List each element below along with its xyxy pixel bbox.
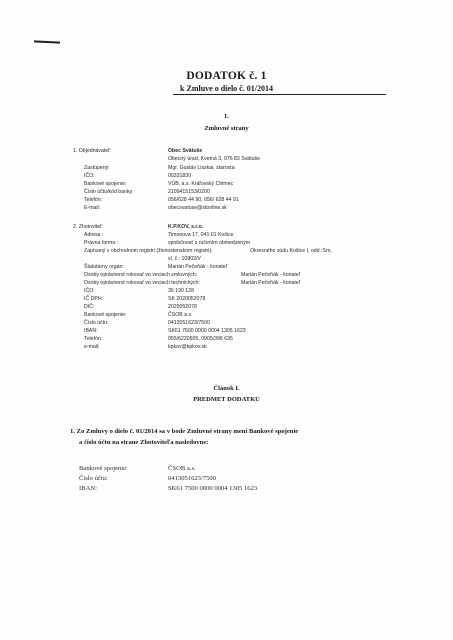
party2-row-label: Telefón: [84, 336, 103, 342]
party2-row-label: Osoby oprávnené rokovať vo veciach technických: [84, 280, 200, 286]
party2-row-label: Zapísaný v obchodnom registri (živnostenskom registri): [84, 248, 213, 254]
party2-row-label: Číslo účtu: [84, 320, 109, 326]
party1-row-label: Číslo účtu/kód banky: [84, 189, 134, 195]
party1-row-label: Zastúpený: [84, 165, 110, 171]
party2-row-label: e-mail: [84, 344, 100, 350]
article-row-value: 0413051623/7500 [168, 475, 216, 482]
party1-row-label: Bankové spojenie: [84, 181, 127, 187]
party1-row-value: 056/628 44 90, 056/ 628 44 91 [168, 197, 239, 203]
party2-row-label: Bankové spojenie: [84, 312, 127, 318]
party2-row-value: spoločnosť s ručením obmedzeným [168, 240, 251, 246]
article-row-label: Bankové spojenie: [79, 465, 128, 472]
party1-row-value: obecsvatuse@stonline.sk [168, 205, 227, 211]
article-row-value: ČSOB a.s. [168, 465, 196, 472]
party1-row-label: IČO: [84, 173, 95, 179]
article-row-label: Číslo účtu: [79, 475, 108, 482]
party2-row-value: ČSOB a.s. [168, 312, 193, 318]
party2-row-value: 0413051623/7500 [168, 320, 210, 326]
article-title: Článok I. [213, 385, 240, 392]
party1-row-label: E-mail: [84, 205, 101, 211]
party2-row-value: kpkov@kpkov.sk [168, 344, 207, 350]
party2-row-label: DIČ: [84, 304, 95, 310]
party1-row-value: 00331830 [168, 173, 192, 179]
article-paragraph-line1: 1. Zo Zmluvy o dielo č. 01/2014 sa v bode Zmluvné strany mení Bankové spojenie [70, 428, 299, 435]
party2-row-value: 055/6220505, 0905/396 635 [168, 336, 233, 342]
party1-label: 1. Objednávateľ: [73, 148, 112, 154]
document-title: DODATOK č. 1 [186, 70, 267, 82]
article-paragraph-line2: a číslo účtu na strane Zhotoviteľa nasledovne: [79, 439, 209, 446]
party2-row-label: Osoby oprávnené rokovať vo veciach zmluvných: [84, 272, 198, 278]
party2-row-value: Marián Pečeňák - konateľ [241, 280, 301, 286]
party2-row-value: Okresného súdu Košice I, odd.:Sro, [250, 248, 332, 254]
party2-row-label: Štatutárny orgán: [84, 264, 124, 270]
party2-label: 2. Zhotoviteľ: [73, 224, 104, 230]
handwritten-mark [34, 40, 60, 43]
party1-address: Obecný úrad, Kvetná 3, 076 83 Svätuše [168, 156, 260, 162]
article-row-label: IBAN: [79, 485, 97, 492]
party2-row-label: Adresa : [84, 232, 104, 238]
party2-row-value: 36 190 128 [168, 288, 194, 294]
party2-row-value: Timonova 17, 041 01 Košice [168, 232, 234, 238]
party2-row-label: IČO: [84, 288, 95, 294]
article-row-value: SK61 7500 0000 0004 1305 1623 [168, 485, 258, 492]
title-underline [173, 94, 386, 95]
party2-row-value: vl. č.: 10802/V [168, 256, 201, 262]
article-subtitle: PREDMET DODATKU [193, 396, 260, 403]
party2-row-label: IBAN: [84, 328, 98, 334]
party2-name: K.P.KOV, s.r.o. [168, 224, 204, 230]
party2-row-value: SK 2020052078 [168, 296, 206, 302]
party2-row-value: SK61 7500 0000 0004 1305 1623 [168, 328, 246, 334]
party1-row-label: Telefón: [84, 197, 103, 203]
document-subtitle: k Zmluve o dielo č. 01/2014 [180, 84, 273, 93]
party2-row-label: IČ DPH: [84, 296, 104, 302]
party1-row-value: VÚB, a.s. Kráľovský Chlmec [168, 181, 234, 187]
party2-row-value: Marián Pečeňák - konateľ [168, 264, 228, 270]
party1-row-value: 2109415153/0200 [168, 189, 210, 195]
party2-row-value: 2020052078 [168, 304, 197, 310]
section-title: Zmluvné strany [204, 125, 249, 132]
party2-row-value: Marián Pečeňák - konateľ [241, 272, 301, 278]
party1-row-value: Mgr. Gustáv Liszkai, starosta [168, 165, 235, 171]
party1-name: Obec Svätuše [168, 148, 203, 154]
party2-row-label: Právna forma : [84, 240, 119, 246]
section-number: I. [224, 113, 229, 120]
